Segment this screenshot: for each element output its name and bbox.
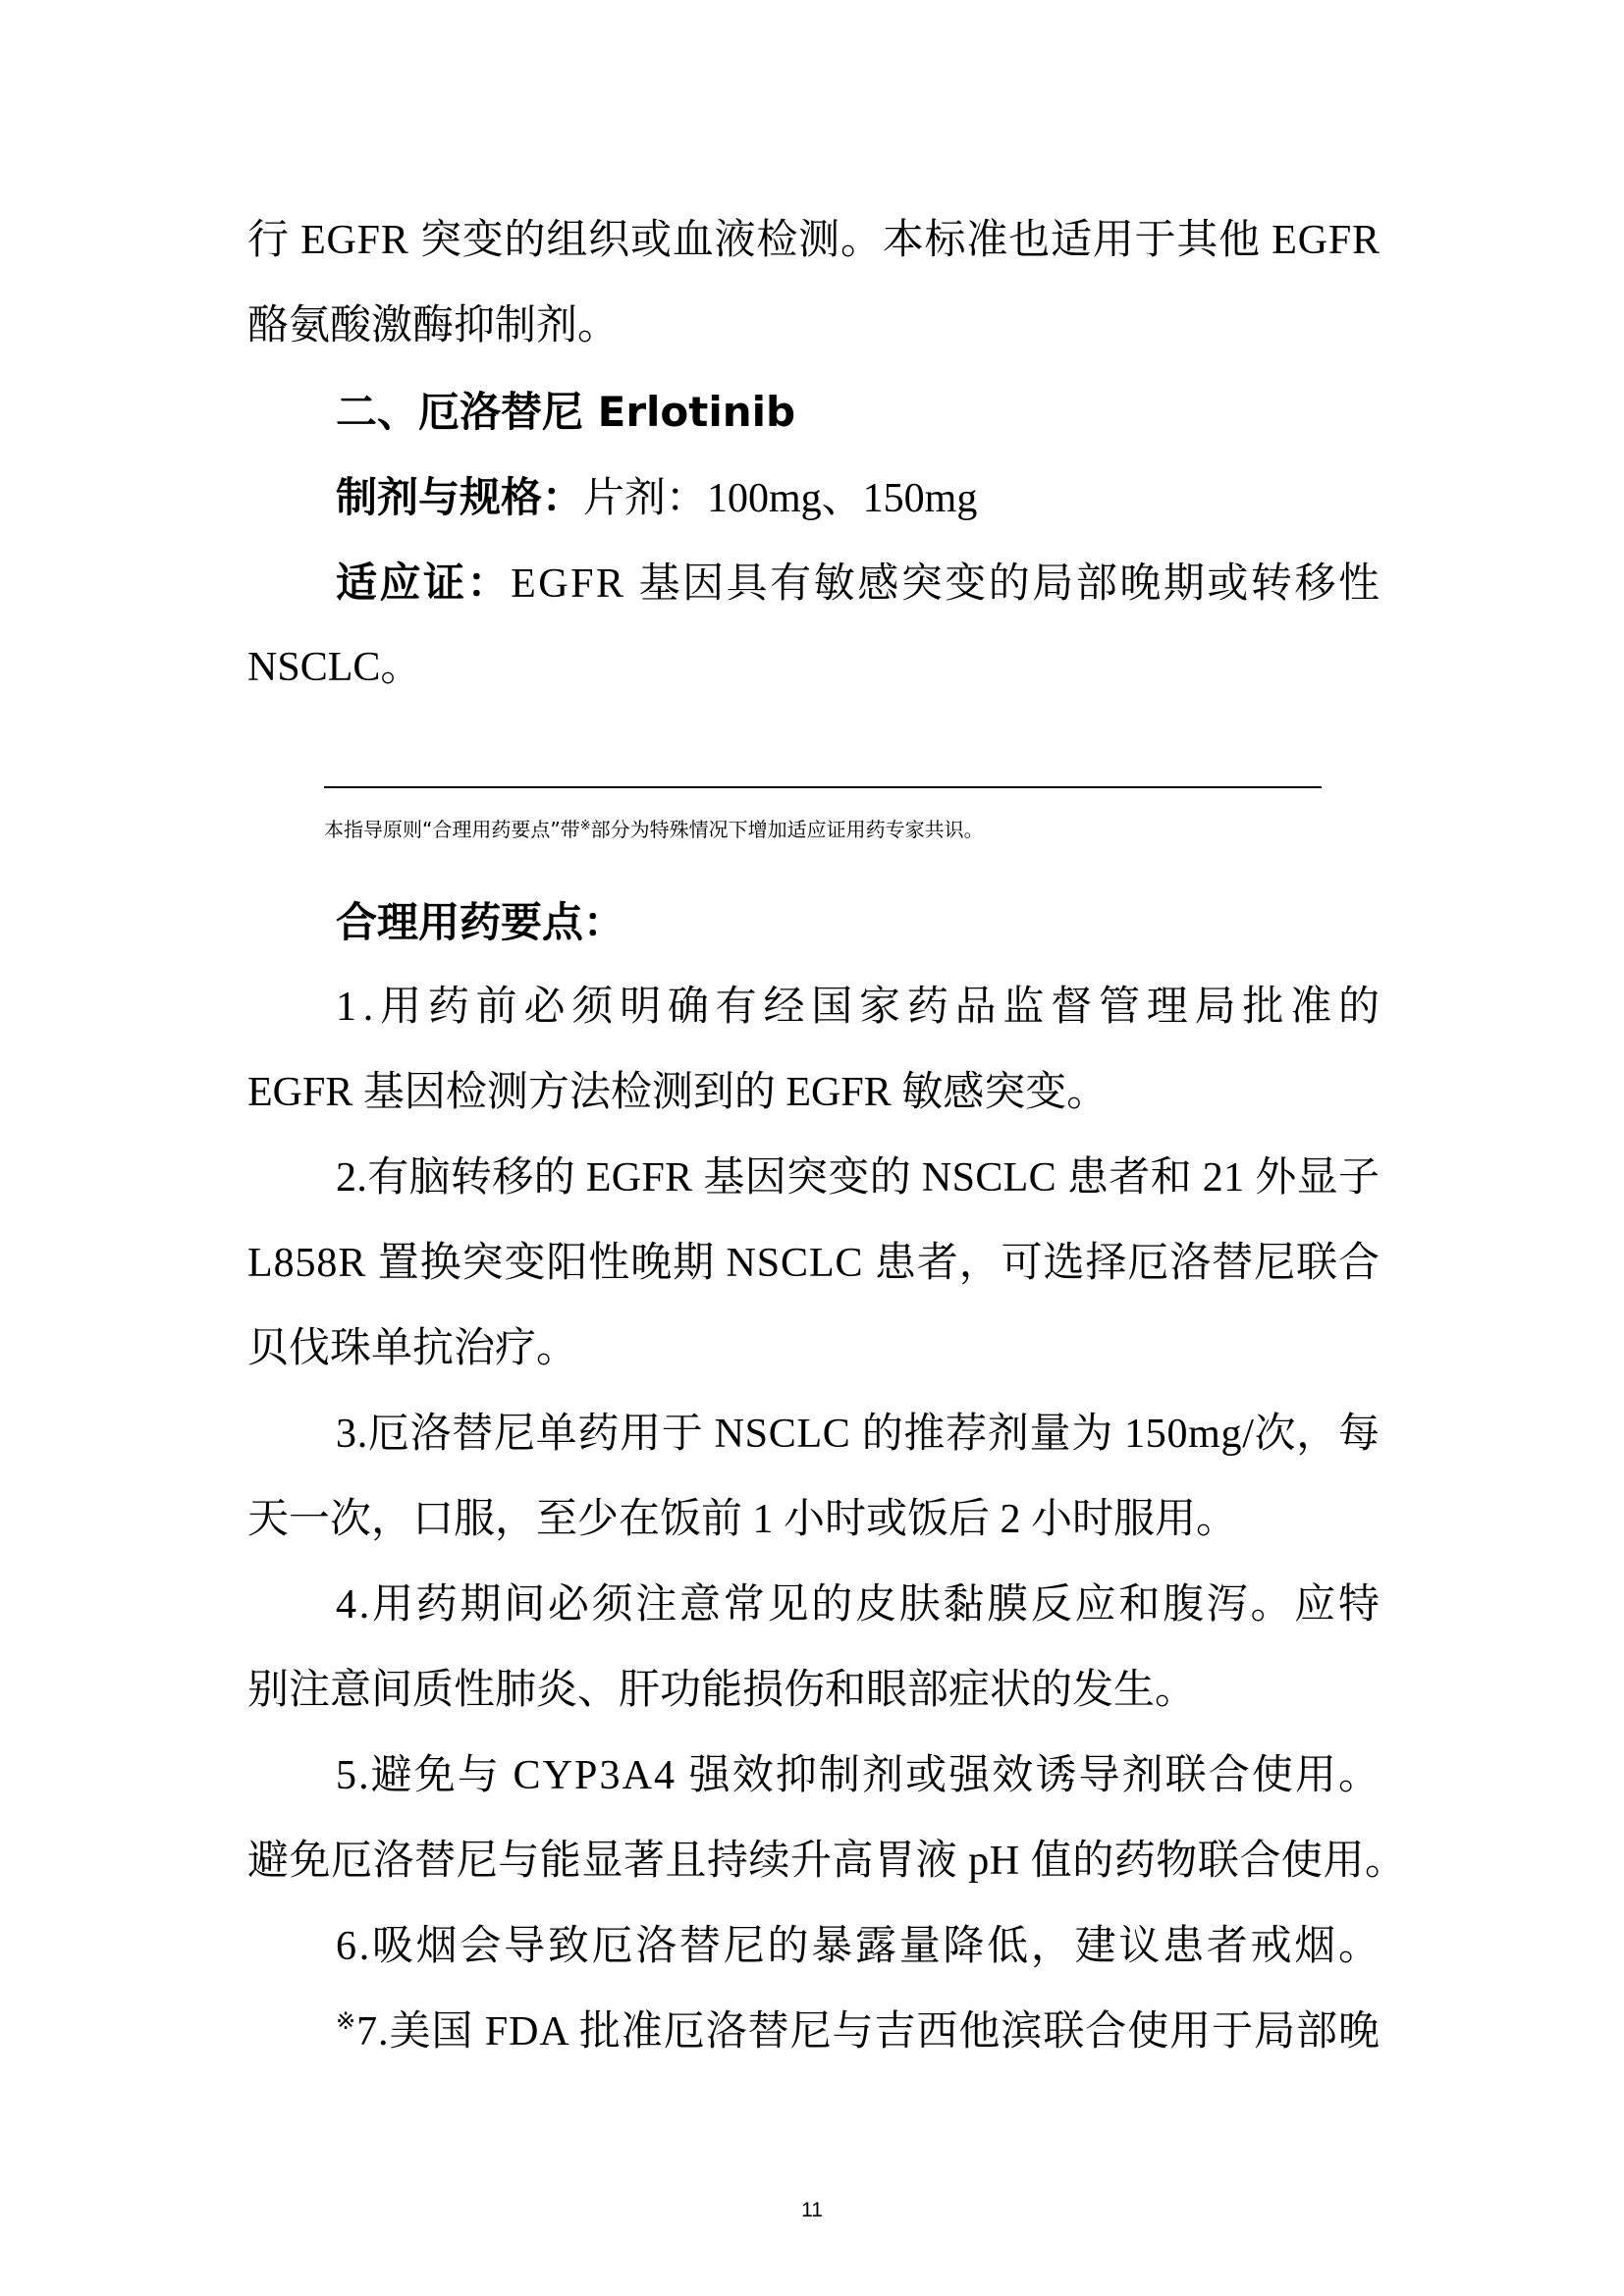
page-number: 11	[801, 2199, 823, 2221]
key-point-text: 贝伐珠单抗治疗。	[247, 1326, 578, 1371]
key-point-text: 1.用药前必须明确有经国家药品监督管理局批准的	[336, 985, 1386, 1030]
drug-section	[247, 198, 1380, 711]
formulation-text: 片剂：100mg、150mg	[583, 476, 978, 521]
key-point-text: 6.吸烟会导致厄洛替尼的暴露量降低，建议患者戒烟。	[336, 1924, 1382, 1969]
key-points-section	[247, 880, 1407, 2075]
footnote-text-before: 本指导原则“合理用药要点”带	[324, 818, 580, 841]
key-point-4-line-1	[247, 1563, 1380, 1648]
drug-heading	[247, 369, 1380, 454]
special-case-marker: ※	[336, 2009, 357, 2035]
key-point-4-line-2	[247, 1648, 1380, 1734]
key-point-text: 4.用药期间必须注意常见的皮肤黏膜反应和腹泻。应特	[336, 1582, 1382, 1628]
key-point-text: EGFR 基因检测方法检测到的 EGFR 敏感突变。	[247, 1070, 1109, 1115]
intro-line-1	[247, 198, 1380, 284]
key-point-3-line-2	[247, 1477, 1380, 1563]
footnote-divider	[324, 786, 1322, 788]
key-point-text: 5.避免与 CYP3A4 强效抑制剂或强效诱导剂联合使用。	[336, 1753, 1382, 1798]
key-point-text: 7.美国 FDA 批准厄洛替尼与吉西他滨联合使用于局部晚	[356, 2009, 1380, 2055]
key-point-text: 2.有脑转移的 EGFR 基因突变的 NSCLC 患者和 21 外显子	[336, 1155, 1380, 1201]
key-point-3-line-1	[247, 1392, 1380, 1477]
key-point-2-line-3	[247, 1307, 1380, 1392]
formulation-label: 制剂与规格：	[336, 473, 584, 521]
key-point-2-line-1	[247, 1136, 1380, 1221]
key-point-text: 3.厄洛替尼单药用于 NSCLC 的推荐剂量为 150mg/次，每	[336, 1412, 1380, 1457]
key-points-heading	[247, 880, 1380, 965]
intro-line-1-text: 行 EGFR 突变的组织或血液检测。本标准也适用于其他 EGFR	[247, 218, 1380, 263]
key-point-text: 避免厄洛替尼与能显著且持续升高胃液 pH 值的药物联合使用。	[247, 1839, 1407, 1884]
indication-text-2: NSCLC。	[247, 645, 422, 690]
formulation-line	[247, 454, 1380, 540]
key-point-7-line-1	[247, 1990, 1380, 2075]
key-point-1-line-1	[247, 965, 1386, 1050]
key-point-6-line-1	[247, 1904, 1380, 1990]
key-point-5-line-1	[247, 1734, 1380, 1819]
indication-label: 适应证：	[336, 559, 512, 607]
key-point-5-line-2	[247, 1819, 1406, 1904]
indication-text-1: EGFR 基因具有敏感突变的局部晚期或转移性	[511, 561, 1382, 607]
key-point-text: 天一次，口服，至少在饭前 1 小时或饭后 2 小时服用。	[247, 1497, 1238, 1542]
footnote-text-after: 部分为特殊情况下增加适应证用药专家共识。	[590, 818, 984, 841]
drug-heading-text: 二、厄洛替尼 Erlotinib	[336, 388, 796, 436]
indication-line-1	[247, 540, 1380, 625]
key-point-1-line-2	[247, 1050, 1380, 1136]
indication-line-2	[247, 625, 1380, 711]
key-point-text: 别注意间质性肺炎、肝功能损伤和眼部症状的发生。	[247, 1668, 1197, 1713]
key-point-text: L858R 置换突变阳性晚期 NSCLC 患者，可选择厄洛替尼联合	[247, 1241, 1380, 1286]
intro-line-2	[247, 284, 1380, 369]
footnote-marker: ※	[579, 819, 591, 833]
footnote	[324, 815, 984, 844]
intro-line-2-text: 酪氨酸激酶抑制剂。	[247, 303, 620, 348]
key-points-heading-text: 合理用药要点：	[336, 898, 625, 946]
key-point-2-line-2	[247, 1221, 1380, 1307]
